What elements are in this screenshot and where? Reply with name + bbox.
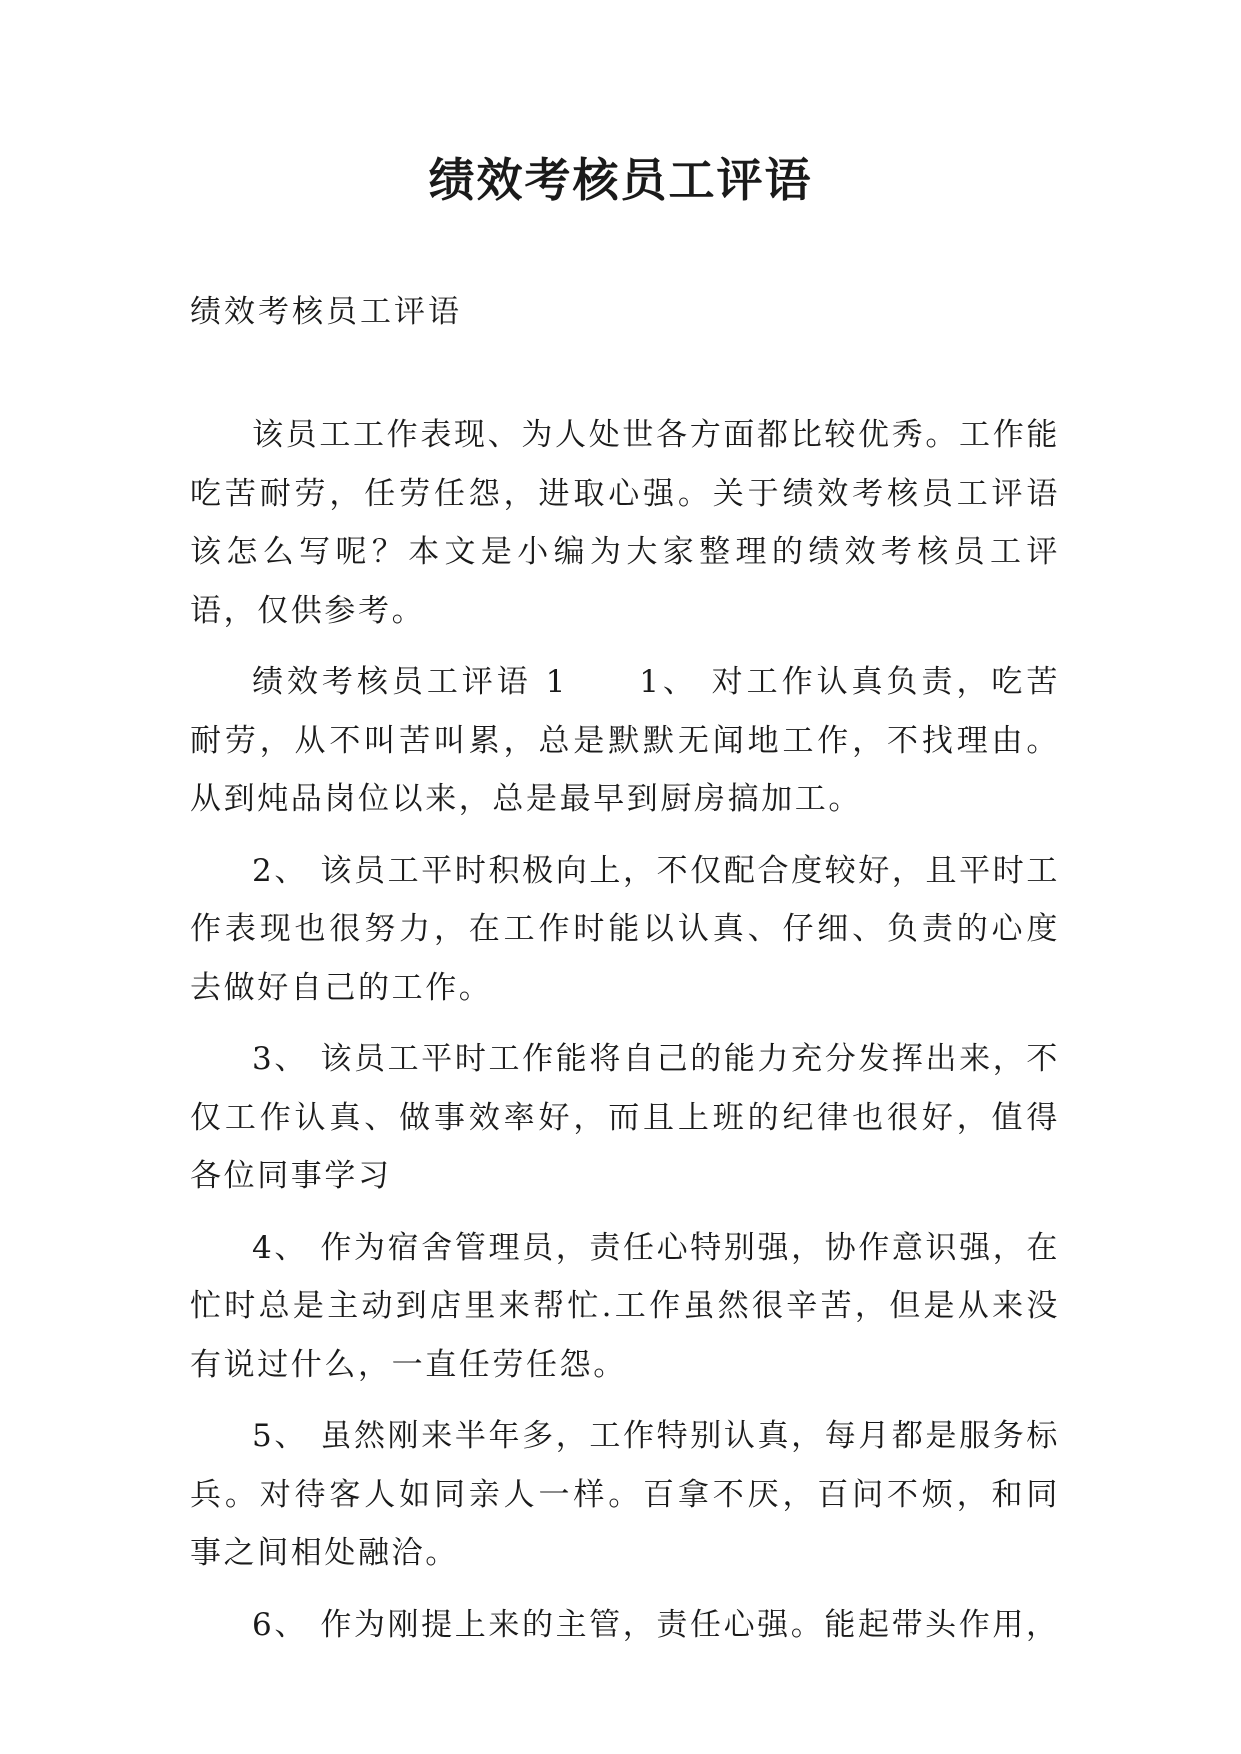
document-body xyxy=(190,406,1060,1667)
paragraph-item-5: 5、 虽然刚来半年多，工作特别认真，每月都是服务标兵。对待客人如同亲人一样。百拿不厌，百问不烦，和同事之间相处融洽。 xyxy=(190,1418,1060,1571)
paragraph-item-4: 4、 作为宿舍管理员，责任心特别强，协作意识强，在忙时总是主动到店里来帮忙.工作虽然很辛苦，但是从来没有说过什么，一直任劳任怨。 xyxy=(190,1229,1060,1383)
paragraph-item-3: 3、 该员工平时工作能将自己的能力充分发挥出来，不仅工作认真、做事效率好，而且上班的纪律也很好，值得各位同事学习 xyxy=(190,1041,1060,1194)
document-title: 绩效考核员工评语 xyxy=(428,153,813,207)
paragraph-item-6: 6、 作为刚提上来的主管，责任心强。能起带头作用， xyxy=(252,1606,1060,1643)
paragraph-item-1: 绩效考核员工评语 1 1、 对工作认真负责，吃苦耐劳，从不叫苦叫累，总是默默无闻地工作，不找理由。从到炖品岗位以来，总是最早到厨房搞加工。 xyxy=(190,664,1060,817)
paragraph-item-2: 2、 该员工平时积极向上，不仅配合度较好，且平时工作表现也很努力，在工作时能以认真、仔细、负责的心度去做好自己的工作。 xyxy=(190,852,1060,1006)
paragraph-intro: 该员工工作表现、为人处世各方面都比较优秀。工作能吃苦耐劳，任劳任怨，进取心强。关于绩效考核员工评语该怎么写呢？本文是小编为大家整理的绩效考核员工评语，仅供参考。 xyxy=(190,417,1060,629)
document-subtitle: 绩效考核员工评语 xyxy=(190,294,462,330)
